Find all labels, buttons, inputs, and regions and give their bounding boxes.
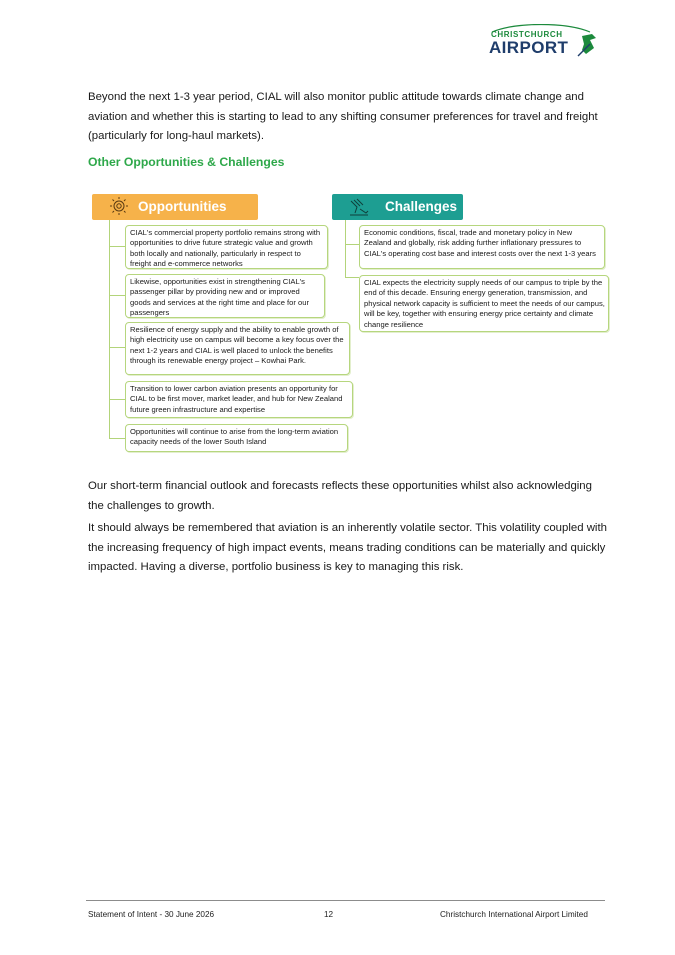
opportunities-header — [92, 194, 258, 220]
volatility-paragraph: It should always be remembered that aviation is an inherently volatile sector. This volatility coupled with the increasing frequency of high impact events, means trading conditions can be materially and quickly impacted. Having a diverse, portfolio business is key to managing this risk. — [88, 522, 607, 573]
opportunity-card: Opportunities will continue to arise from the long-term aviation capacity needs of the lower South Island — [125, 424, 348, 452]
lightbulb-icon — [106, 195, 132, 222]
intro-paragraph: Beyond the next 1-3 year period, CIAL will also monitor public attitude towards climate change and aviation and whether this is starting to lead to any shifting consumer preferences for travel and freight (particularly for long-haul markets). — [88, 91, 598, 142]
christchurch-airport-logo — [486, 24, 598, 62]
challenges-header — [332, 194, 463, 220]
challenge-card: CIAL expects the electricity supply needs of our campus to triple by the end of this decade. Ensuring energy generation, transmission, and physical network capacity is sufficient to meet the needs of our campus, will be key, together with ensuring energy price certainty and climate change resilience — [359, 275, 609, 332]
opportunity-card: Resilience of energy supply and the ability to enable growth of high electricity use on campus will become a key focus over the next 1-2 years and CIAL is well placed to unlock the benefits through its renewable energy project – Kowhai Park. — [125, 322, 350, 375]
opportunities-tree-branch — [109, 246, 125, 247]
opportunities-tree-branch — [109, 347, 125, 348]
opportunities-tree-branch — [109, 438, 125, 439]
challenge-card: Economic conditions, fiscal, trade and monetary policy in New Zealand and globally, risk adding further inflationary pressures to CIAL's operating cost base and interest costs over the next 1-3 years — [359, 225, 605, 269]
climbing-hand-icon — [346, 195, 372, 222]
opportunity-card: Likewise, opportunities exist in strengthening CIAL's passenger pillar by providing new and or improved goods and services at the right time and place for our passengers — [125, 274, 325, 318]
opportunities-tree-branch — [109, 295, 125, 296]
section-heading: Other Opportunities & Challenges — [88, 155, 285, 169]
logo-top-text: CHRISTCHURCH — [491, 30, 563, 39]
footer-document-title: Statement of Intent - 30 June 2026 — [88, 910, 215, 919]
footer-divider — [86, 900, 605, 901]
challenges-title: Challenges — [385, 199, 458, 214]
opportunities-title: Opportunities — [138, 199, 227, 214]
opportunities-tree-branch — [109, 399, 125, 400]
opportunity-card: CIAL's commercial property portfolio remains strong with opportunities to drive future strategic value and growth both locally and nationally, particularly in respect to freight and e-commerce networks — [125, 225, 328, 269]
logo-main-text: AIRPORT — [489, 38, 569, 57]
footer-page-number: 12 — [324, 910, 334, 919]
opportunities-tree-trunk — [109, 220, 110, 438]
challenges-tree-branch — [345, 244, 359, 245]
outlook-paragraph: Our short-term financial outlook and forecasts reflects these opportunities whilst also acknowledging the challenges to growth. — [88, 480, 592, 512]
opportunity-card: Transition to lower carbon aviation presents an opportunity for CIAL to be first mover, market leader, and hub for New Zealand future green infrastructure and expertise — [125, 381, 353, 418]
footer-company-name: Christchurch International Airport Limited — [440, 910, 588, 919]
challenges-tree-branch — [345, 277, 359, 278]
challenges-tree-trunk — [345, 220, 346, 277]
